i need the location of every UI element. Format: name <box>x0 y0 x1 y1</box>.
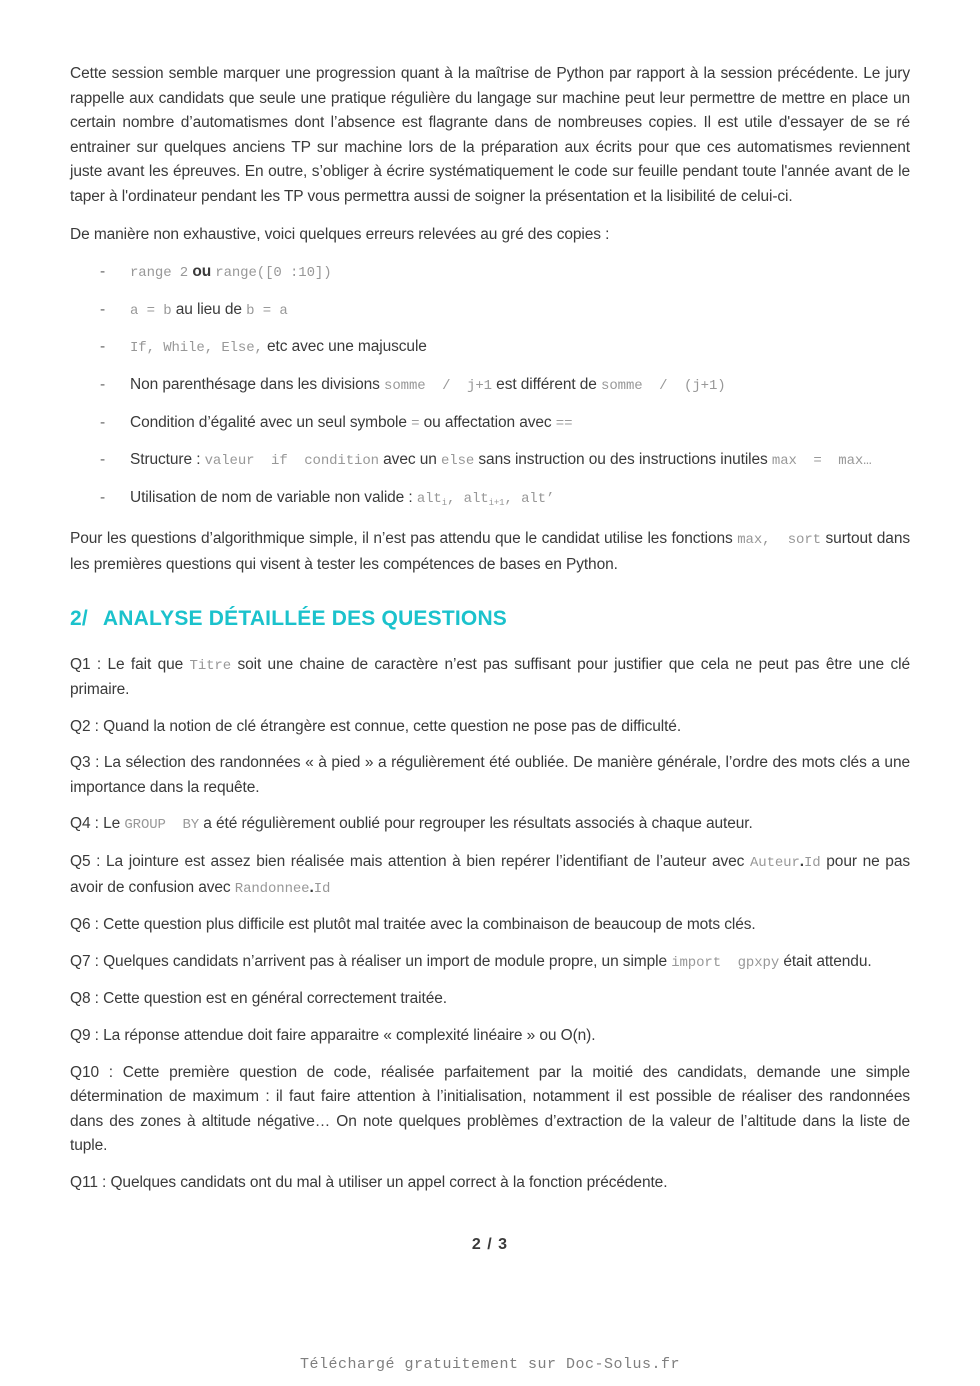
text-run: pour ne pas avoir de confusion avec <box>70 853 910 896</box>
question-q7 <box>70 950 910 976</box>
text-run: au lieu de <box>171 300 247 318</box>
inline-code: , alt’ <box>504 490 555 507</box>
text-run: Q7 : Quelques candidats n’arrivent pas à réaliser un import de module propre, un simple <box>70 952 672 970</box>
text-run: Q1 : Le fait que <box>70 655 190 673</box>
inline-code: range 2 <box>130 265 189 282</box>
text-run: était attendu. <box>779 952 872 970</box>
question-q8 <box>70 987 910 1012</box>
text-run: Q4 : Le <box>70 815 125 833</box>
question-q5 <box>70 850 910 901</box>
inline-code: = <box>411 415 420 432</box>
inline-code: i <box>441 497 448 508</box>
text-run: Q5 : La jointure est assez bien réalisée mais attention à bien repérer l’identifiant de l’auteur avec <box>70 853 750 871</box>
inline-code: valeur if condition <box>204 453 379 470</box>
bullet-dash-marker: - <box>100 413 106 431</box>
download-footer-text: Téléchargé gratuitement sur Doc-Solus.fr <box>299 1356 681 1373</box>
inline-code: import gpxpy <box>671 954 780 971</box>
text-run: Cette session semble marquer une progression quant à la maîtrise de Python par rapport à la session précédente. Le jury rappelle aux candidats que seule une pratique régulière du langage sur machine peut leur permettre de mettre en place un certain nombre d’automatismes dont l’absence est flagrante dans de nombreuses copies. Il est utile d'essayer de se ré entrainer sur quelques anciens TP sur machine lors de la préparation aux écrits pour que ces automatismes reviennent juste avant les épreuves. En outre, s’obliger à écrire systématiquement le code sur feuille pendant toute l'année avant de le taper à l'ordinateur pendant les TP vous permettra aussi de soigner la présentation et la lisibilité de celui-ci. <box>70 65 910 205</box>
question-q2 <box>70 715 910 740</box>
inline-code: i+1 <box>488 497 505 508</box>
inline-code: If, While, Else, <box>130 340 263 357</box>
text-run: etc avec une majuscule <box>262 338 427 356</box>
inline-code: b = a <box>246 302 288 319</box>
text-run: Q2 : Quand la notion de clé étrangère est connue, cette question ne pose pas de difficulté. <box>70 717 682 735</box>
inline-code: somme / j+1 <box>384 377 492 394</box>
text-run: est différent de <box>491 375 602 393</box>
question-q11 <box>70 1171 910 1196</box>
error-item-parenthesage <box>70 373 910 399</box>
text-run: Q9 : La réponse attendue doit faire apparaitre « complexité linéaire » ou O(n). <box>70 1027 596 1045</box>
inline-code: Id <box>313 880 331 897</box>
inline-code: Randonnee <box>234 880 310 897</box>
section-title: ANALYSE DÉTAILLÉE DES QUESTIONS <box>102 606 508 630</box>
bullet-text <box>130 335 910 361</box>
bullet-dash-marker: - <box>100 263 106 281</box>
bullet-text <box>130 260 910 286</box>
inline-code: Id <box>804 855 821 872</box>
algorithm-note-paragraph <box>70 527 910 577</box>
bullet-dash-marker: - <box>100 375 106 393</box>
bullet-dash-marker: - <box>100 300 106 318</box>
intro-paragraph <box>70 62 910 210</box>
section-number: 2/ <box>70 606 88 630</box>
text-run: Utilisation de nom de variable non valide : <box>130 488 417 506</box>
text-run: Q3 : La sélection des randonnées « à pied » a régulièrement été oubliée. De manière générale, l’ordre des mots clés a une importance dans la requête. <box>70 754 910 796</box>
text-run: . <box>309 878 314 896</box>
text-run: . <box>799 853 804 871</box>
inline-code: alt <box>416 490 442 507</box>
error-item-egalite <box>70 411 910 437</box>
errors-intro-paragraph <box>70 223 910 248</box>
bullet-dash-marker: - <box>100 451 106 469</box>
bullet-dash-marker: - <box>100 488 106 506</box>
text-run: Q8 : Cette question est en général correctement traitée. <box>70 990 447 1008</box>
bullet-text <box>130 298 910 324</box>
bullet-dash-marker: - <box>100 338 106 356</box>
error-item-nom-variable <box>70 486 910 516</box>
text-run: ou <box>188 263 216 281</box>
inline-code: else <box>440 453 475 470</box>
text-run: surtout dans les premières questions qui visent à tester les compétences de bases en Python. <box>70 530 910 573</box>
text-run: Structure : <box>130 451 205 469</box>
bullet-text <box>130 448 910 474</box>
text-run: Non parenthésage dans les divisions <box>130 375 385 393</box>
question-q10 <box>70 1061 910 1159</box>
text-run: Q10 : Cette première question de code, réalisée parfaitement par la moitié des candidats, demande une simple détermination de maximum : il faut faire attention à l’initialisation, notamment il est possible de réaliser des randonnées dans des zones à altitude négative… On note quelques problèmes d’extraction de la valeur de l’altitude dans la liste de tuple. <box>70 1063 910 1155</box>
question-q4 <box>70 812 910 838</box>
inline-code: somme / (j+1) <box>601 377 726 394</box>
text-run: a été régulièrement oublié pour regrouper les résultats associés à chaque auteur. <box>199 815 753 833</box>
error-item-structure <box>70 448 910 474</box>
text-run: Q11 : Quelques candidats ont du mal à utiliser un appel correct à la fonction précédente. <box>70 1174 668 1191</box>
inline-code: == <box>555 415 573 432</box>
text-run: soit une chaine de caractère n’est pas suffisant pour justifier que cela ne peut pas être une clé primaire. <box>70 655 910 699</box>
error-item-range <box>70 260 910 286</box>
text-run: avec un <box>378 451 441 469</box>
text-run: De manière non exhaustive, voici quelques erreurs relevées au gré des copies : <box>70 225 610 243</box>
inline-code: max = max… <box>771 453 872 470</box>
error-item-affectation-inversee <box>70 298 910 324</box>
page-number: 2 / 3 <box>471 1235 509 1253</box>
question-q3 <box>70 751 910 800</box>
inline-code: max, sort <box>737 532 821 549</box>
bullet-text <box>130 411 910 437</box>
text-run: Condition d’égalité avec un seul symbole <box>130 413 412 431</box>
section-heading <box>70 607 910 631</box>
inline-code: alt <box>463 490 489 507</box>
text-run: Q6 : Cette question plus difficile est plutôt mal traitée avec la combinaison de beaucoup de mots clés. <box>70 916 756 934</box>
text-run: Pour les questions d’algorithmique simple, il n’est pas attendu que le candidat utilise les fonctions <box>70 530 738 548</box>
bullet-text <box>130 486 910 516</box>
text-run: ou affectation avec <box>419 413 556 431</box>
inline-code: a = b <box>130 302 172 319</box>
text-run: sans instruction ou des instructions inutiles <box>474 451 772 469</box>
question-q9 <box>70 1024 910 1049</box>
question-q1 <box>70 653 910 703</box>
inline-code: Titre <box>189 657 232 674</box>
bullet-text <box>130 373 910 399</box>
inline-code: Auteur <box>749 855 800 872</box>
question-q6 <box>70 913 910 938</box>
inline-code: , <box>447 490 464 507</box>
inline-code: range([0 :10]) <box>215 265 332 282</box>
inline-code: GROUP BY <box>124 817 200 834</box>
error-item-majuscules <box>70 335 910 361</box>
